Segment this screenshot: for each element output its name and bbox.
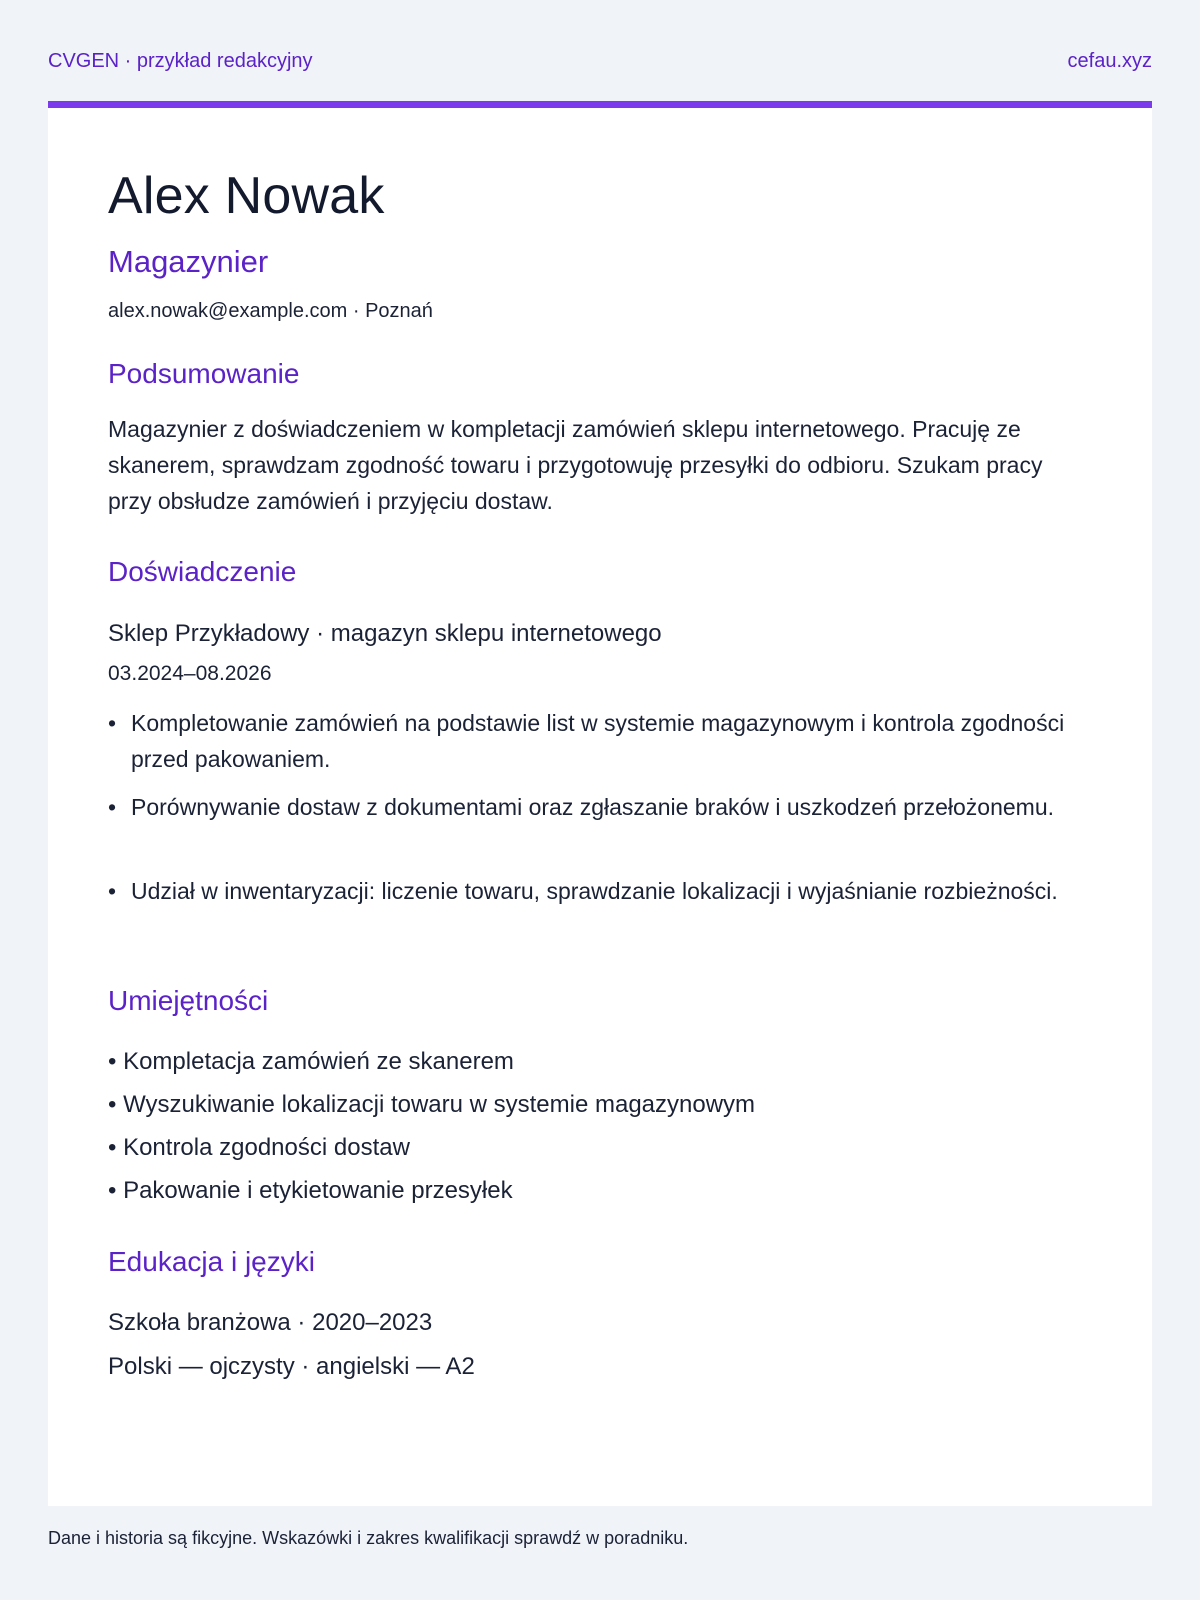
candidate-role: Magazynier (108, 244, 269, 279)
cv-sheet (48, 108, 1152, 1506)
contact-line: alex.nowak@example.com · Poznań (108, 300, 433, 322)
experience-bullet-text: Porównywanie dostaw z dokumentami oraz zgłaszanie braków i uszkodzeń przełożonemu. (131, 794, 1055, 820)
education-heading: Edukacja i języki (108, 1246, 315, 1277)
brand-label: CVGEN · przykład redakcyjny (48, 50, 313, 72)
summary-heading: Podsumowanie (108, 358, 300, 389)
top-bar (48, 50, 1152, 73)
summary-text: Magazynier z doświadczeniem w kompletacji zamówień sklepu internetowego. Pracuję ze skanerem, sprawdzam zgodność towaru i przygotowuję przesyłki do odbioru. Szukam pracy przy obsłudze zamówień i przyjęciu dostaw. (108, 416, 1043, 514)
experience-heading: Doświadczenie (108, 556, 297, 587)
experience-bullet: • Porównywanie dostaw z dokumentami oraz zgłaszanie braków i uszkodzeń przełożonemu. (108, 794, 1055, 820)
accent-rule (48, 101, 1152, 108)
skill-item: • Pakowanie i etykietowanie przesyłek (108, 1177, 513, 1204)
candidate-name: Alex Nowak (108, 167, 385, 225)
skills-heading: Umiejętności (108, 985, 269, 1016)
experience-bullet: • Udział w inwentaryzacji: liczenie towaru, sprawdzanie lokalizacji i wyjaśnianie rozbieżności. (108, 878, 1058, 904)
education-line: Szkoła branżowa · 2020–2023 (108, 1309, 433, 1336)
experience-bullet-text: Udział w inwentaryzacji: liczenie towaru, sprawdzanie lokalizacji i wyjaśnianie rozbieżności. (131, 878, 1058, 904)
employer-line: Sklep Przykładowy · magazyn sklepu internetowego (108, 620, 662, 647)
experience-bullet-text: Kompletowanie zamówień na podstawie list w systemie magazynowym i kontrola zgodności przed pakowaniem. (131, 710, 1065, 772)
experience-dates: 03.2024–08.2026 (108, 662, 272, 685)
skill-item: • Wyszukiwanie lokalizacji towaru w systemie magazynowym (108, 1091, 756, 1118)
footer-note: Dane i historia są fikcyjne. Wskazówki i zakres kwalifikacji sprawdź w poradniku. (48, 1528, 689, 1548)
skill-item: • Kontrola zgodności dostaw (108, 1134, 410, 1161)
languages-line: Polski — ojczysty · angielski — A2 (108, 1353, 475, 1380)
experience-bullet: • Kompletowanie zamówień na podstawie list w systemie magazynowym i kontrola zgodności przed pakowaniem. (108, 710, 1065, 772)
site-link[interactable]: cefau.xyz (1067, 50, 1152, 72)
skill-item: • Kompletacja zamówień ze skanerem (108, 1048, 514, 1075)
